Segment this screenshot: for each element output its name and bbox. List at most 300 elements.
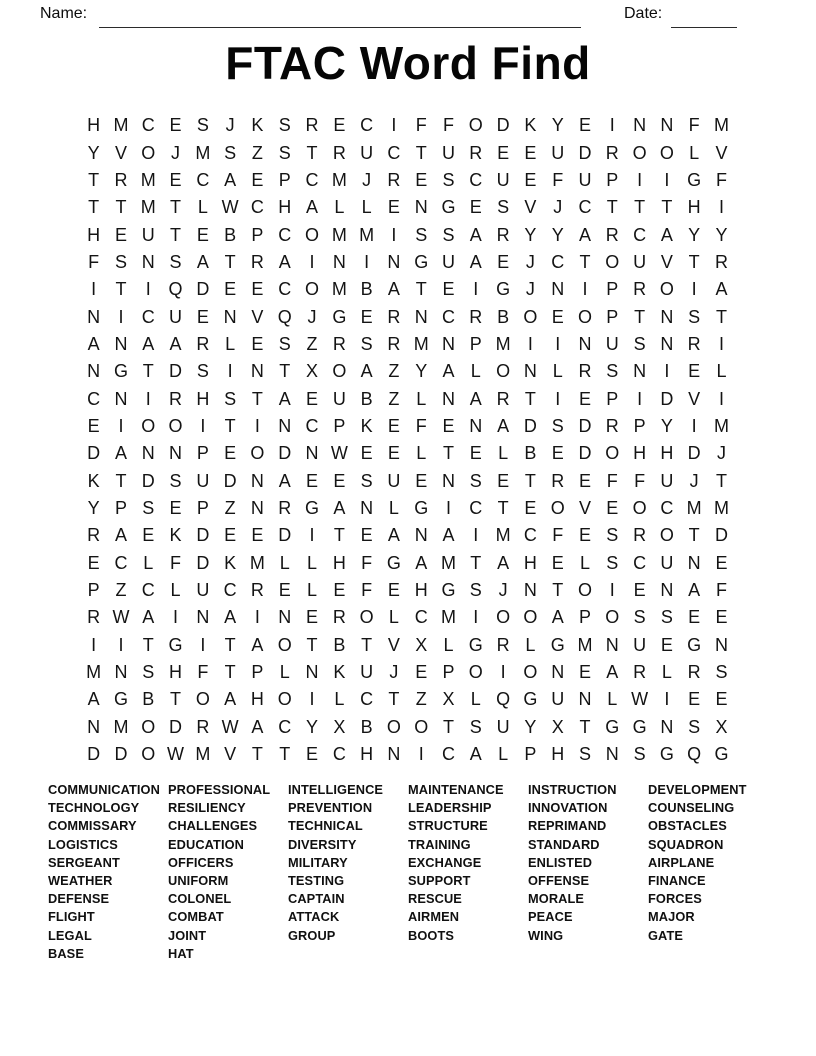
grid-cell: E [551,552,564,573]
grid-cell: M [713,497,729,518]
grid-cell: J [553,197,563,218]
grid-cell: T [88,169,100,190]
grid-cell: L [470,361,481,382]
grid-cell: N [414,306,428,327]
grid-cell: I [391,224,397,245]
grid-cell: R [469,306,483,327]
name-fill-in-line [99,27,581,28]
grid-cell: E [688,607,701,628]
grid-cell: H [687,197,701,218]
grid-cell: S [578,744,591,765]
grid-cell: M [331,169,347,190]
grid-cell: I [691,279,697,300]
grid-cell: S [360,333,373,354]
grid-cell: W [631,689,649,710]
grid-cell: U [633,634,647,655]
grid-cell: T [115,279,127,300]
grid-cell: L [416,388,427,409]
grid-cell: E [387,580,400,601]
grid-cell: E [606,497,619,518]
word-item: HAT [168,945,194,961]
grid-cell: N [169,443,183,464]
grid-cell: E [469,197,482,218]
grid-cell: M [577,634,593,655]
grid-cell: I [664,169,670,190]
grid-cell: I [473,279,479,300]
grid-cell: N [387,251,401,272]
grid-cell: G [332,306,347,327]
grid-cell: T [688,251,700,272]
grid-cell: E [524,497,537,518]
grid-cell: Y [688,224,701,245]
word-item: PROFESSIONAL [168,782,271,797]
grid-cell: U [578,169,592,190]
grid-cell: E [278,580,291,601]
grid-cell: M [195,142,211,163]
grid-cell: S [633,744,646,765]
word-item: PREVENTION [288,800,373,816]
grid-cell: C [223,580,237,601]
grid-cell: N [87,306,101,327]
grid-cell: C [278,716,292,737]
grid-cell: L [334,689,345,710]
grid-cell: Y [524,716,537,737]
grid-cell: X [551,716,564,737]
grid-cell: O [659,142,674,163]
grid-cell: G [659,744,674,765]
grid-cell: I [364,251,370,272]
page-title: FTAC Word Find [225,37,591,89]
grid-cell: P [87,580,100,601]
grid-cell: E [251,169,264,190]
grid-cell: L [498,443,509,464]
word-item: FLIGHT [48,909,95,925]
grid-cell: R [605,142,619,163]
grid-cell: I [145,388,151,409]
grid-cell: A [251,716,264,737]
grid-cell: K [524,115,537,136]
grid-cell: O [195,689,210,710]
grid-cell: S [224,142,237,163]
grid-cell: K [169,525,182,546]
grid-cell: S [224,388,237,409]
grid-cell: T [333,525,345,546]
grid-cell: G [414,251,429,272]
grid-cell: I [718,197,724,218]
grid-cell: O [496,607,511,628]
grid-cell: N [223,306,237,327]
grid-cell: F [197,662,209,683]
grid-cell: O [659,525,674,546]
grid-cell: B [142,689,155,710]
grid-cell: R [714,251,728,272]
grid-cell: A [169,333,182,354]
grid-cell: B [497,306,510,327]
grid-cell: T [552,580,564,601]
word-item: ATTACK [288,909,340,925]
grid-cell: O [168,415,183,436]
grid-cell: E [497,142,510,163]
grid-cell: A [251,634,264,655]
word-list-column [408,781,528,963]
word-item: REPRIMAND [528,818,607,834]
grid-cell: N [523,361,537,382]
grid-cell: V [660,251,673,272]
grid-cell: O [141,744,156,765]
grid-cell: R [114,169,128,190]
grid-cell: Y [415,361,428,382]
word-item: PEACE [528,909,573,925]
grid-cell: Y [715,224,728,245]
grid-cell: E [387,197,400,218]
grid-cell: J [689,470,699,491]
grid-cell: I [609,115,615,136]
grid-cell: A [114,443,127,464]
word-item: SUPPORT [408,873,471,889]
grid-cell: S [278,333,291,354]
grid-cell: H [332,552,346,573]
grid-cell: M [413,333,429,354]
grid-cell: Q [277,306,292,327]
grid-cell: E [387,443,400,464]
grid-cell: O [141,415,156,436]
grid-cell: Z [115,580,127,601]
grid-cell: S [142,662,155,683]
grid-cell: A [606,662,619,683]
grid-cell: N [660,115,674,136]
grid-cell: A [415,552,428,573]
grid-cell: L [170,580,181,601]
grid-cell: S [415,224,428,245]
grid-cell: N [442,388,455,409]
grid-cell: G [687,634,702,655]
grid-cell: L [388,497,399,518]
grid-cell: L [307,580,318,601]
grid-cell: E [578,115,591,136]
grid-cell: I [418,744,424,765]
grid-cell: W [112,607,130,628]
grid-cell: N [278,607,292,628]
grid-cell: J [362,169,372,190]
word-item: TECHNICAL [288,818,363,834]
grid-cell: L [525,634,536,655]
grid-cell: H [414,580,428,601]
grid-cell: X [333,716,346,737]
grid-cell: U [496,716,510,737]
grid-cell: T [251,388,263,409]
grid-cell: Q [496,689,511,710]
grid-cell: O [250,443,265,464]
grid-cell: I [118,634,124,655]
grid-cell: U [360,142,374,163]
grid-cell: N [633,361,647,382]
grid-cell: I [691,415,697,436]
grid-cell: O [605,443,620,464]
grid-cell: A [278,470,291,491]
word-item: TRAINING [408,836,471,852]
word-item: SQUADRON [648,836,724,852]
grid-cell: N [687,552,701,573]
grid-cell: J [498,580,508,601]
grid-cell: H [169,662,183,683]
grid-cell: E [578,388,591,409]
grid-cell: I [582,279,588,300]
grid-cell: T [634,306,646,327]
grid-cell: I [527,333,533,354]
grid-cell: G [113,689,128,710]
grid-cell: L [334,197,345,218]
grid-cell: I [718,388,724,409]
grid-cell: T [279,744,291,765]
grid-cell: C [551,251,565,272]
grid-cell: G [113,361,128,382]
grid-cell: T [251,744,263,765]
grid-cell: W [330,443,348,464]
grid-cell: B [524,443,537,464]
grid-cell: N [414,197,428,218]
word-item: INSTRUCTION [528,782,617,797]
grid-cell: O [577,306,592,327]
word-item: CHALLENGES [168,818,258,834]
grid-cell: I [227,361,233,382]
grid-cell: E [196,306,209,327]
grid-cell: Y [660,415,673,436]
grid-cell: F [415,115,427,136]
grid-cell: F [552,169,564,190]
grid-cell: G [496,279,511,300]
grid-cell: I [254,607,260,628]
grid-cell: U [169,306,183,327]
word-item: MAJOR [648,909,695,925]
grid-cell: L [443,634,454,655]
grid-cell: C [196,169,210,190]
grid-cell: C [523,525,537,546]
grid-cell: L [307,552,318,573]
grid-cell: L [361,197,372,218]
grid-cell: P [251,662,264,683]
grid-cell: P [442,662,455,683]
word-item: OBSTACLES [648,818,727,834]
grid-cell: E [715,552,728,573]
grid-cell: M [495,525,511,546]
grid-cell: Y [551,224,564,245]
grid-cell: N [114,388,128,409]
grid-cell: M [441,607,456,628]
grid-cell: D [687,443,701,464]
grid-cell: L [416,443,427,464]
grid-cell: C [114,552,128,573]
grid-cell: I [637,169,643,190]
grid-cell: J [225,115,235,136]
grid-cell: G [605,716,620,737]
grid-cell: I [173,607,179,628]
grid-cell: W [221,197,239,218]
grid-cell: M [359,224,375,245]
grid-cell: E [224,279,237,300]
grid-cell: M [441,552,456,573]
grid-cell: C [87,388,101,409]
grid-cell: C [442,744,455,765]
grid-cell: A [278,251,291,272]
grid-cell: N [250,470,264,491]
word-item: MAINTENANCE [408,782,504,797]
grid-cell: E [87,415,100,436]
grid-cell: R [332,333,346,354]
grid-cell: E [551,306,564,327]
grid-cell: I [309,525,315,546]
grid-cell: L [552,361,563,382]
grid-cell: B [333,634,346,655]
grid-cell: S [142,497,155,518]
grid-cell: I [500,662,506,683]
grid-cell: E [415,470,428,491]
word-item: RESCUE [408,891,462,907]
grid-cell: O [468,662,483,683]
grid-cell: E [578,525,591,546]
word-item: JOINT [168,927,207,943]
grid-cell: T [443,443,454,464]
grid-cell: N [714,634,728,655]
grid-cell: N [278,415,292,436]
grid-cell: N [114,333,128,354]
grid-cell: D [523,415,537,436]
grid-cell: E [415,169,428,190]
grid-cell: T [142,361,154,382]
grid-cell: A [387,279,400,300]
grid-cell: U [387,470,401,491]
grid-cell: N [196,607,210,628]
grid-cell: L [661,662,672,683]
grid-cell: O [332,361,347,382]
grid-cell: G [714,744,729,765]
grid-cell: E [578,470,591,491]
grid-cell: D [278,443,292,464]
word-item: TESTING [288,873,345,889]
grid-cell: P [114,497,127,518]
grid-cell: O [141,716,156,737]
grid-cell: D [196,552,210,573]
grid-cell: U [360,662,374,683]
grid-cell: O [141,142,156,163]
grid-cell: T [579,251,591,272]
grid-cell: L [607,689,618,710]
grid-cell: N [332,251,346,272]
grid-cell: T [715,470,727,491]
grid-cell: M [249,552,265,573]
grid-cell: P [524,744,537,765]
grid-cell: A [278,388,291,409]
grid-cell: A [87,333,100,354]
grid-cell: T [170,224,182,245]
word-item: COMBAT [168,909,224,925]
grid-cell: R [633,279,647,300]
word-item: DEFENSE [48,891,110,907]
grid-cell: D [87,744,101,765]
grid-cell: M [331,279,347,300]
grid-cell: S [196,361,209,382]
grid-cell: A [715,279,728,300]
grid-cell: I [664,361,670,382]
grid-cell: H [551,744,565,765]
grid-cell: C [305,415,319,436]
grid-cell: R [496,388,510,409]
word-item: COUNSELING [648,800,735,816]
grid-cell: O [550,497,565,518]
grid-cell: F [443,115,454,136]
grid-cell: V [387,634,400,655]
grid-cell: N [660,580,674,601]
grid-cell: T [415,142,427,163]
letter-grid [80,112,735,768]
grid-cell: N [250,497,264,518]
grid-cell: Y [306,716,319,737]
grid-cell: F [552,525,564,546]
grid-cell: O [305,279,320,300]
grid-cell: E [551,443,564,464]
grid-cell: T [634,197,646,218]
grid-cell: I [446,497,452,518]
grid-cell: O [414,716,429,737]
grid-cell: G [414,497,429,518]
grid-cell: G [687,169,702,190]
word-list [48,781,768,963]
grid-cell: P [606,306,619,327]
grid-cell: A [224,607,237,628]
grid-cell: N [578,333,592,354]
grid-cell: F [88,251,100,272]
grid-cell: W [167,744,185,765]
grid-cell: B [360,716,373,737]
grid-cell: U [605,333,619,354]
grid-cell: N [523,580,537,601]
grid-cell: O [468,115,483,136]
word-item: ENLISTED [528,854,593,870]
grid-cell: R [250,580,264,601]
grid-cell: T [224,415,236,436]
grid-cell: T [306,142,318,163]
grid-cell: T [497,497,509,518]
grid-cell: R [169,388,183,409]
grid-cell: W [221,716,239,737]
grid-cell: N [660,333,674,354]
word-item: UNIFORM [168,873,229,889]
grid-cell: E [442,279,455,300]
grid-cell: N [578,689,592,710]
date-label: Date: [624,5,663,22]
grid-cell: I [664,689,670,710]
grid-cell: E [469,443,482,464]
grid-cell: F [170,552,182,573]
grid-cell: N [605,634,619,655]
grid-cell: C [414,607,428,628]
grid-cell: T [115,470,127,491]
grid-cell: T [715,306,727,327]
grid-cell: E [306,607,319,628]
grid-cell: E [114,224,127,245]
grid-cell: T [224,662,236,683]
grid-cell: I [555,388,561,409]
grid-cell: D [87,443,101,464]
word-item: EXCHANGE [408,854,482,870]
grid-cell: A [688,580,701,601]
grid-cell: H [523,552,537,573]
grid-cell: T [224,634,236,655]
grid-cell: U [551,142,565,163]
grid-cell: R [387,333,401,354]
grid-cell: N [660,716,674,737]
grid-cell: C [250,197,264,218]
grid-cell: J [525,279,535,300]
